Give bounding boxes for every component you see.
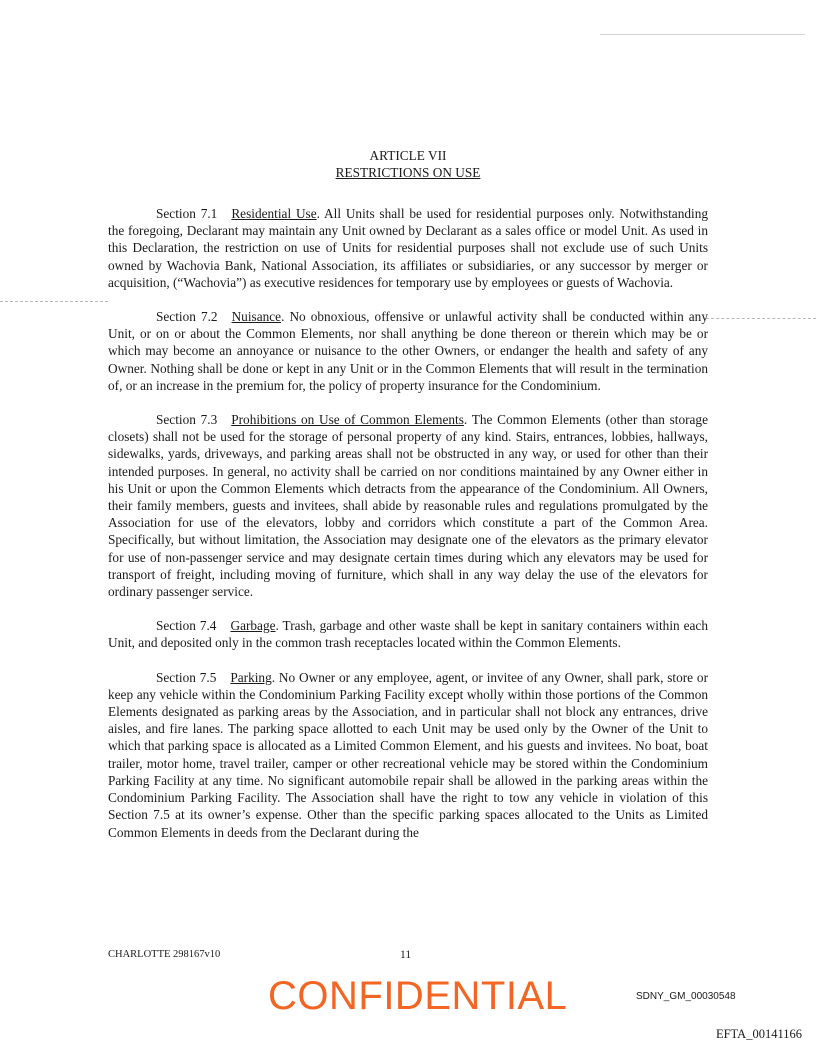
scan-artifact-left — [0, 301, 108, 302]
confidential-stamp: CONFIDENTIAL — [268, 974, 568, 1018]
efta-number: EFTA_00141166 — [715, 1027, 802, 1041]
section-title: Residential Use — [231, 206, 317, 221]
section-number: Section 7.2 — [156, 309, 218, 325]
section-number: Section 7.5 — [156, 669, 217, 685]
section-text: . The Common Elements (other than storage closets) shall not be used for the storage of personal property of any kind. Stairs, entrances, lobbies, hallways, sidewalks, yards, driveways, and parking areas shall not be obstructed in any way, or used for other than their intended purposes. In general, no activity shall be carried on nor conditions maintained by any Owner either in his Unit or upon the Common Elements which detracts from the appearance of the Condominium. All Owners, their family members, guests and invitees, shall abide by reasonable rules and regulations promulgated by the Association for use of the elevators, lobby and corridors which constitute a part of the Common Area. Specifically, but without limitation, the Association may designate one of the elevators as the primary elevator for use of non-passenger service and may designate certain times during which any elevators may be used for transport of freight, including moving of furniture, which shall in any way delay the use of the elevators for ordinary passenger service. — [108, 412, 708, 600]
section-title: Prohibitions on Use of Common Elements — [231, 412, 464, 428]
section-text: . Trash, garbage and other waste shall be kept in sanitary containers within each Unit, and deposited only in the common trash receptacles located within the Common Elements. — [108, 618, 708, 651]
section-title: Nuisance — [231, 309, 282, 325]
article-title: RESTRICTIONS ON USE — [335, 165, 481, 180]
section-text: . No Owner or any employee, agent, or invitee of any Owner, shall park, store or keep any vehicle within the Condominium Parking Facility except wholly within those portions of the Common Elements designated as parking areas by the Association, and in particular shall not block any entrances, drive aisles, and fire lanes. The parking space allotted to each Unit may be used only by the Owner of the Unit to which that parking space is allocated as a Limited Common Element, and his guests and invitees. No boat, boat trailer, motor home, travel trailer, camper or other recreational vehicle may be stored within the Condominium Parking Facility at any time. No significant automobile repair shall be allowed in the parking areas within the Condominium Parking Facility. The Association shall have the right to tow any vehicle in violation of this Section 7.5 at its owner’s expense. Other than the specific parking spaces allocated to the Units as Limited Common Elements in deeds from the Declarant during the — [108, 669, 708, 840]
bates-number: SDNY_GM_00030548 — [636, 991, 736, 1002]
scan-artifact-top — [600, 34, 805, 35]
footer-page-number: 11 — [400, 949, 412, 961]
section-title: Parking — [230, 669, 272, 685]
section-number: Section 7.1 — [156, 206, 218, 221]
section-text: . All Units shall be used for residential purposes only. Notwithstanding the foregoing, Declarant may maintain any Unit owned by Declarant as a sales office or model Unit. As used in this Declaration, the restriction on use of Units for residential purposes shall not exclude use of such Units owned by Wachovia Bank, National Association, its affiliates or subsidiaries, or any successor by merger or acquisition, (“Wachovia”) as executive residences for temporary use by employees or guests of Wachovia. — [108, 206, 708, 290]
section-7-4 — [108, 617, 708, 651]
section-number: Section 7.4 — [156, 618, 217, 634]
document-body — [108, 205, 708, 858]
section-text: . No obnoxious, offensive or unlawful activity shall be conducted within any Unit, or on or about the Common Elements, nor shall anything be done thereon or therein which may be or which may become an annoyance or nuisance to the other Owners, or endanger the health and safety of any Owner. Nothing shall be done or kept in any Unit or in the Common Elements that will result in the termination of, or an increase in the premium for, the policy of property insurance for the Condominium. — [108, 309, 708, 393]
section-7-1 — [108, 205, 708, 291]
article-number: ARTICLE VII — [369, 148, 447, 163]
scan-artifact-right — [706, 318, 816, 319]
footer-doc-id: CHARLOTTE 298167v10 — [108, 949, 221, 960]
section-number: Section 7.3 — [156, 412, 218, 428]
section-7-3 — [108, 411, 708, 600]
section-title: Garbage — [230, 618, 276, 634]
section-7-5 — [108, 669, 708, 841]
section-7-2 — [108, 308, 708, 394]
